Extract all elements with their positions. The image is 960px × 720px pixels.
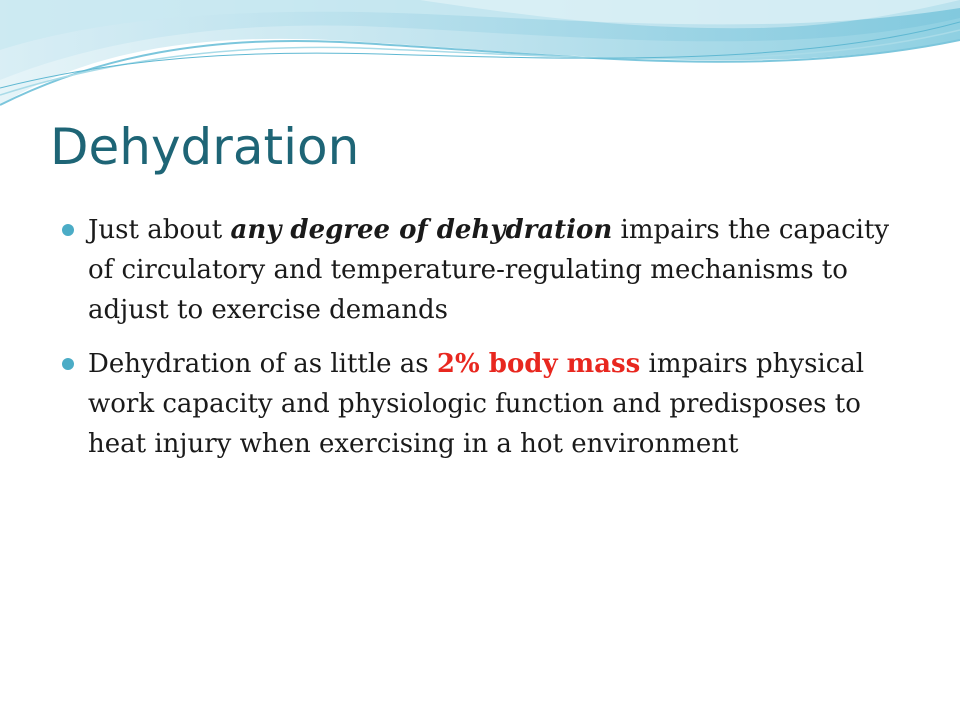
bullet-list [60, 210, 900, 478]
bullet-item-body-mass [60, 344, 900, 464]
bullet-emphasis: any degree of dehydration [230, 215, 613, 245]
bullet-marker-icon [62, 224, 74, 236]
header-wave-decoration [0, 0, 960, 130]
bullet-marker-icon [62, 358, 74, 370]
bullet-emphasis-red: 2% body mass [436, 349, 641, 379]
bullet-text-before: Just about [88, 215, 231, 245]
bullet-text-before: Dehydration of as little as [88, 349, 437, 379]
bullet-item-dehydration-degree [60, 210, 900, 330]
slide-title: Dehydration [50, 118, 360, 176]
bullet-text-after: impairs physical work capacity and physiologic function and predisposes to heat injury when exercising in a hot environment [88, 349, 865, 459]
bullet-text-after: impairs the capacity of circulatory and temperature-regulating mechanisms to adjust to exercise demands [88, 215, 890, 325]
